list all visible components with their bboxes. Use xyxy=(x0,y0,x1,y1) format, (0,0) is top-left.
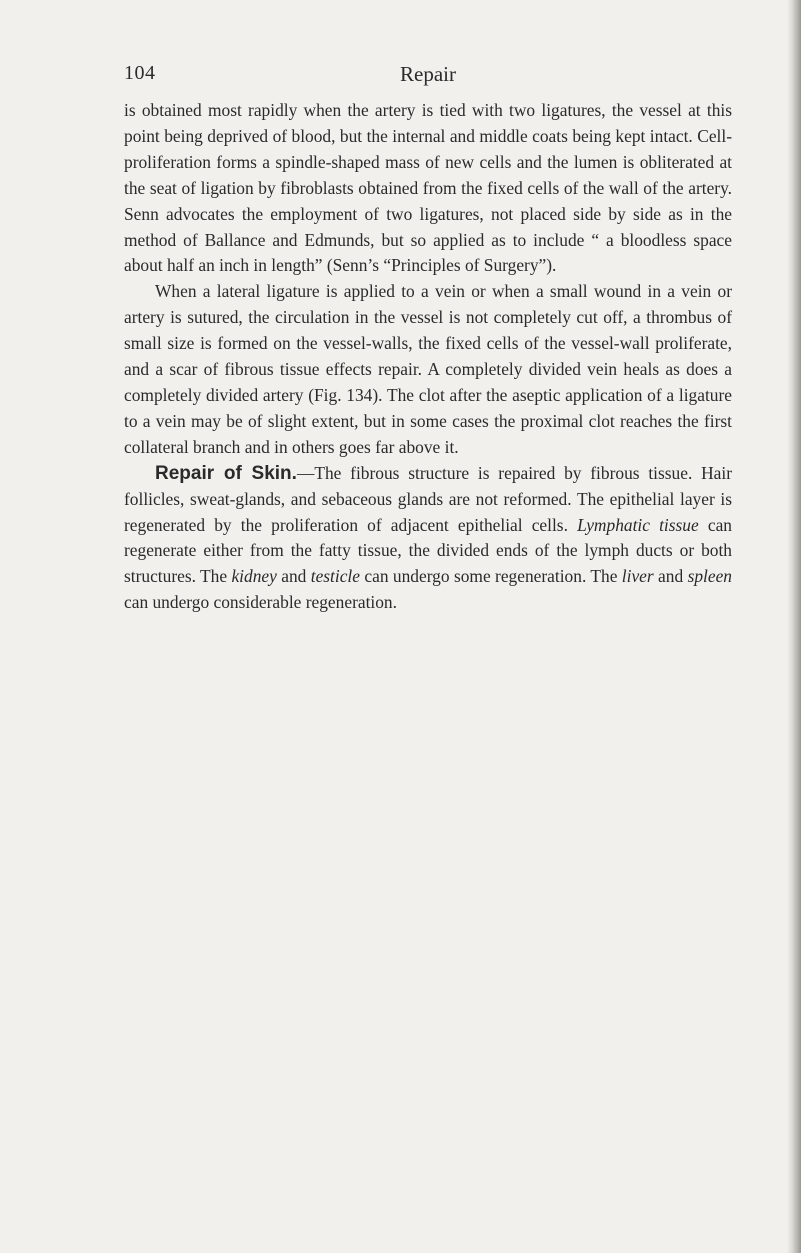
skin-text-part-1: —The fibrous structure is repaired by fibrous tissue. Hair follicles, sweat-glands, and sebaceous glands are not reformed. The epithelial layer is regenerated by the proliferation of adjacent epithelial cells. xyxy=(124,462,733,535)
section-heading-repair-of-skin: Repair of Skin. xyxy=(155,462,297,484)
term-spleen: spleen xyxy=(687,566,732,587)
term-testicle: testicle xyxy=(310,566,360,587)
term-liver: liver xyxy=(621,566,654,587)
skin-text-part-3: and xyxy=(276,566,311,587)
page-edge-shadow xyxy=(787,0,801,1253)
term-kidney: kidney xyxy=(231,566,277,587)
page-header xyxy=(124,62,684,92)
page-number: 104 xyxy=(124,62,156,84)
skin-text-part-5: and xyxy=(653,566,688,587)
skin-text-part-2: can regenerate either from the fatty tissue, the divided ends of the lymph ducts or both structures. The xyxy=(124,514,732,587)
paragraph-ligature-artery: is obtained most rapidly when the artery is tied with two ligatures, the vessel at this point being deprived of blood, but the internal and middle coats being kept intact. Cell-proliferation forms a spindle-shaped mass of new cells and the lumen is obliterated at the seat of ligation by fibroblasts obtained from the fixed cells of the wall of the artery. Senn advocates the employment of two ligatures, not placed side by side as in the method of Ballance and Edmunds, but so applied as to include “ a bloodless space about half an inch in length” (Senn’s “Principles of Surgery”). xyxy=(124,100,732,276)
paragraph-repair-of-skin xyxy=(124,461,732,616)
paragraph-lateral-ligature: When a lateral ligature is applied to a vein or when a small wound in a vein or artery is sutured, the circulation in the vessel is not completely cut off, a thrombus of small size is formed on the vessel-walls, the fixed cells of the vessel-wall proliferate, and a scar of fibrous tissue effects repair. A completely divided vein heals as does a completely divided artery (Fig. 134). The clot after the aseptic application of a ligature to a vein may be of slight extent, but in some cases the proximal clot reaches the first collateral branch and in others goes far above it. xyxy=(124,281,732,457)
skin-text-part-4: can undergo some regeneration. The xyxy=(360,566,622,587)
term-lymphatic-tissue: Lymphatic tissue xyxy=(577,514,699,535)
skin-text-part-6: can undergo considerable regeneration. xyxy=(124,592,397,613)
running-title: Repair xyxy=(400,62,456,86)
body-text xyxy=(124,98,732,616)
